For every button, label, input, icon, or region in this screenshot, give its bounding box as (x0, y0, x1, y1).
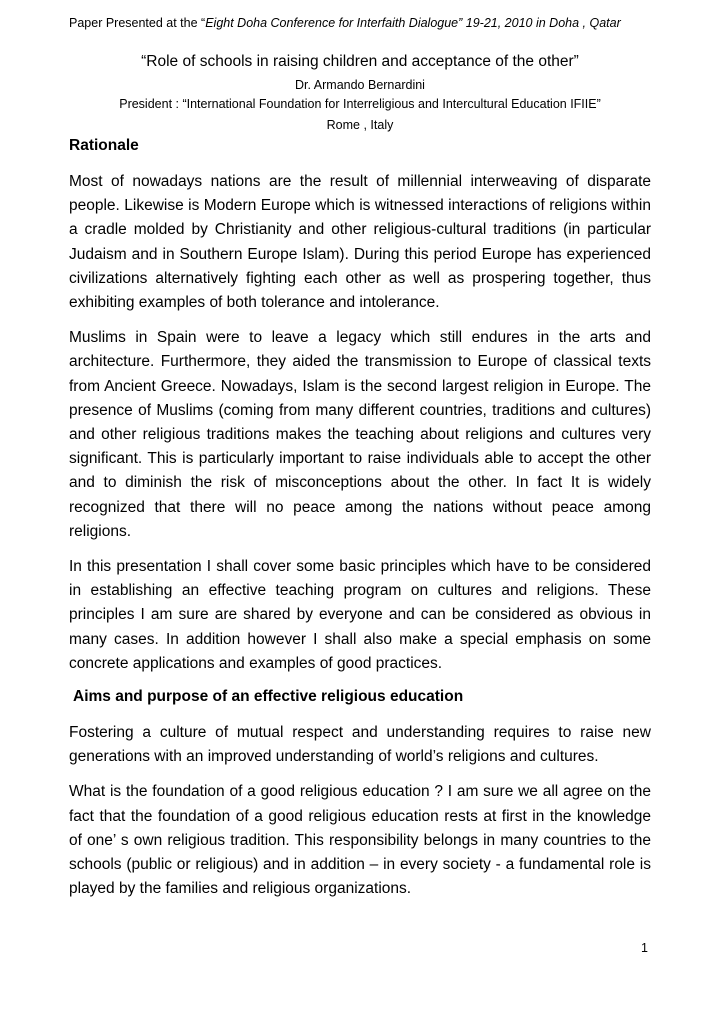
body-paragraph: Muslims in Spain were to leave a legacy which still endures in the arts and architecture. Furthermore, they aided the transmission to Europe of classical texts from Ancient Greece. Nowadays, Islam is the second largest religion in Europe. The presence of Muslims (coming from many different countries, traditions and cultures) and other religious traditions makes the teaching about religions and cultures very significant. This is particularly important to raise individuals able to accept the other and to diminish the risk of misconceptions about the other. In fact It is widely recognized that there will no peace among the nations without peace among religions. (69, 329, 651, 540)
section-heading-rationale: Rationale (69, 137, 139, 154)
running-header-prefix: Paper Presented at the “ (69, 16, 206, 30)
running-header-conference: Eight Doha Conference for Interfaith Dialogue” 19-21, 2010 in Doha , Qatar (205, 16, 621, 30)
author-affiliation: President : “International Foundation for Interreligious and Intercultural Education IFIIE” (119, 97, 601, 111)
author-name: Dr. Armando Bernardini (295, 78, 425, 92)
running-header (69, 15, 621, 31)
body-paragraph: Fostering a culture of mutual respect and understanding requires to raise new generations with an improved understanding of world’s religions and cultures. (69, 724, 651, 766)
body-paragraph: In this presentation I shall cover some basic principles which have to be considered in establishing an effective teaching program on cultures and religions. These principles I am sure are shared by everyone and can be considered as obvious in many cases. In addition however I shall also make a special emphasis on some concrete applications and examples of good practices. (69, 558, 651, 672)
section-heading-aims: Aims and purpose of an effective religious education (73, 688, 464, 706)
body-paragraph: Most of nowadays nations are the result of millennial interweaving of disparate people. Likewise is Modern Europe which is witnessed interactions of religions within a cradle molded by Christianity and other religious-cultural traditions (in particular Judaism and in Southern Europe Islam). During this period Europe has experienced civilizations alternatively fighting each other as well as prospering together, thus exhibiting examples of both tolerance and intolerance. (69, 173, 651, 312)
author-location: Rome , Italy (326, 118, 394, 132)
paper-title: “Role of schools in raising children and acceptance of the other” (141, 53, 579, 70)
document-body (69, 136, 651, 912)
body-paragraph: What is the foundation of a good religious education ? I am sure we all agree on the fact that the foundation of a good religious education rests at first in the knowledge of one’ s own religious tradition. This responsibility belongs in many countries to the schools (public or religious) and in addition – in every society - a fundamental role is played by the families and religious organizations. (69, 783, 651, 898)
page-number: 1 (641, 941, 648, 955)
